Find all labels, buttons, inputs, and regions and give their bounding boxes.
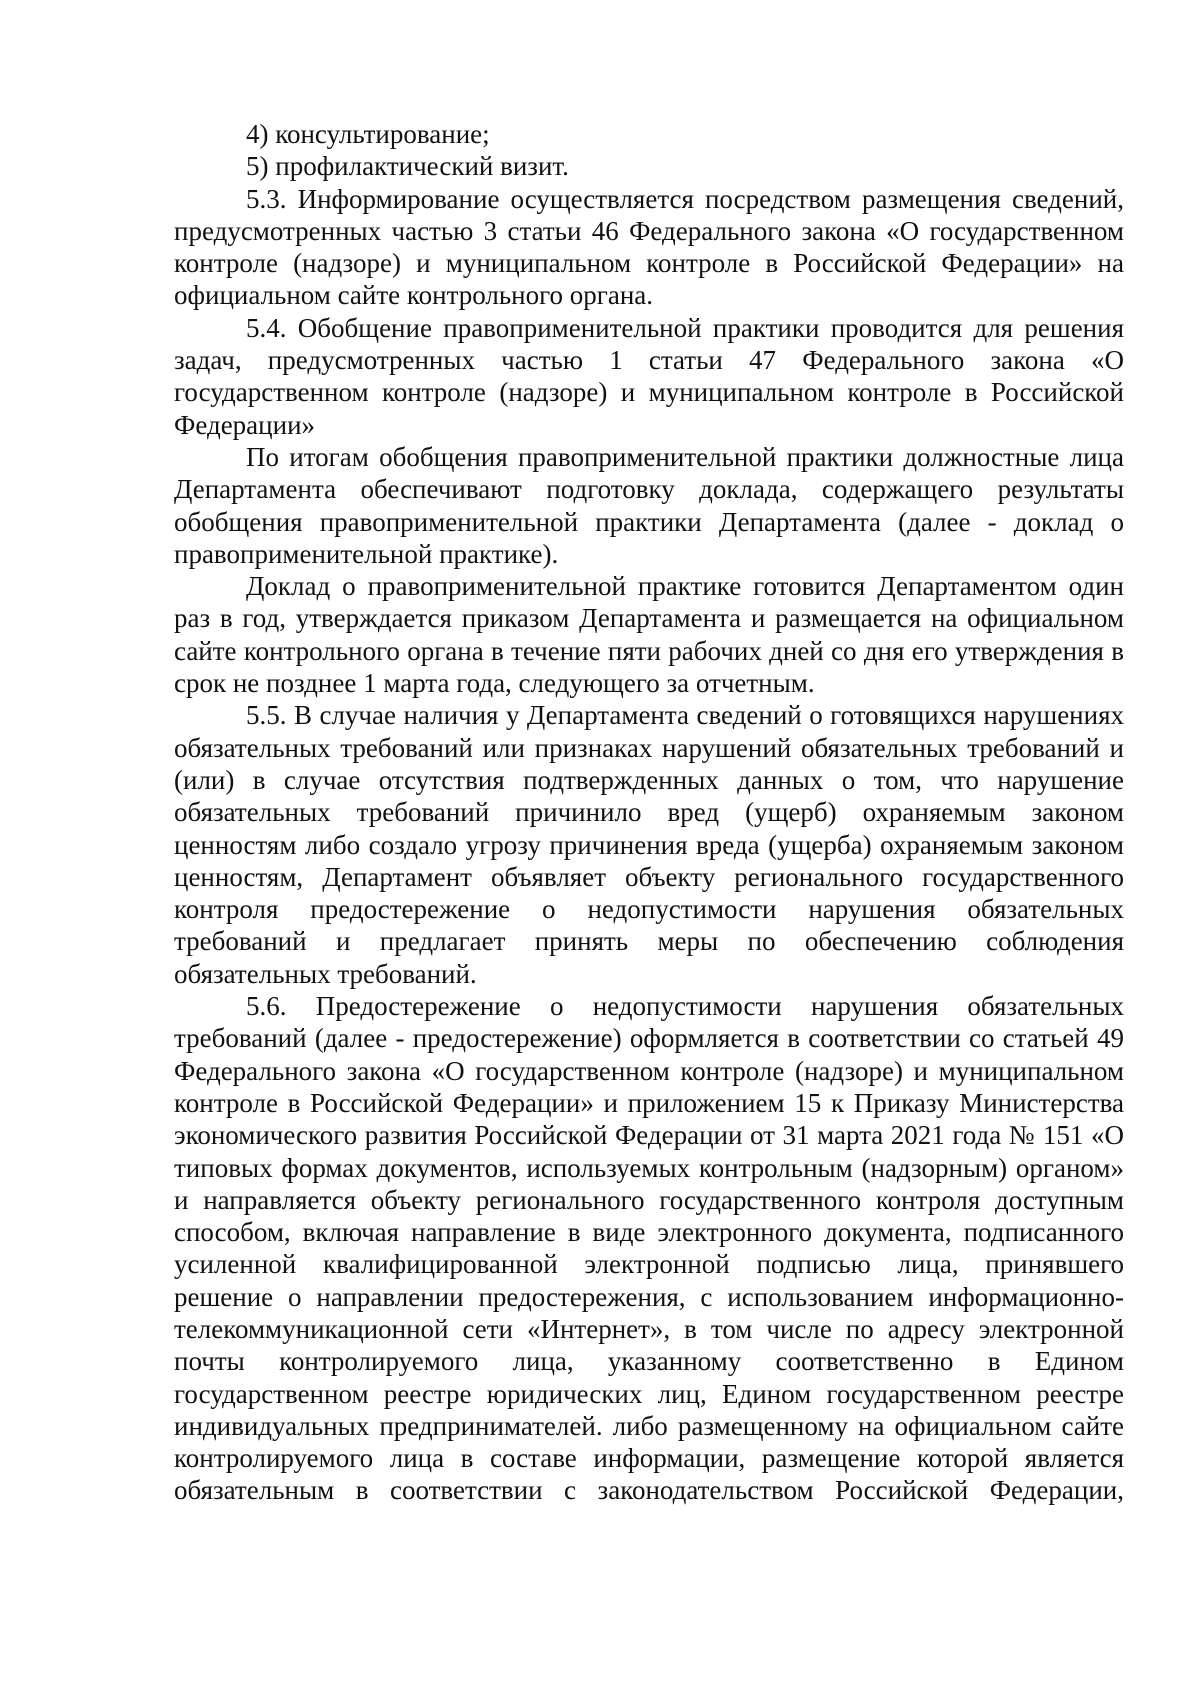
document-body (174, 118, 1124, 1507)
paragraph-5-3: 5.3. Информирование осуществляется посредством размещения сведений, предусмотренных частью 3 статьи 46 Федерального закона «О государственном контроле (надзоре) и муниципальном контроле в Российской Федерации» на официальном сайте контрольного органа. (174, 183, 1124, 311)
paragraph-practice-summary: По итогам обобщения правоприменительной практики должностные лица Департамента обеспечивают подготовку доклада, содержащего результаты обобщения правоприменительной практики Департамента (далее - доклад о правоприменительной практике). (174, 441, 1124, 569)
paragraph-5-6: 5.6. Предостережение о недопустимости нарушения обязательных требований (далее - предостережение) оформляется в соответствии со статьей 49 Федерального закона «О государственном контроле (надзоре) и муниципальном контроле в Российской Федерации» и приложением 15 к Приказу Министерства экономического развития Российской Федерации от 31 марта 2021 года № 151 «О типовых формах документов, используемых контрольным (надзорным) органом» и направляется объекту регионального государственного контроля доступным способом, включая направление в виде электронного документа, подписанного усиленной квалифицированной электронной подписью лица, принявшего решение о направлении предостережения, с использованием информационно-телекоммуникационной сети «Интернет», в том числе по адресу электронной почты контролируемого лица, указанному соответственно в Едином государственном реестре юридических лиц, Едином государственном реестре индивидуальных предпринимателей. либо размещенному на официальном сайте контролируемого лица в составе информации, размещение которой является обязательным в соответствии с законодательством Российской Федерации, (174, 991, 1124, 1506)
paragraph-5-5: 5.5. В случае наличия у Департамента сведений о готовящихся нарушениях обязательных требований или признаках нарушений обязательных требований и (или) в случае отсутствия подтвержденных данных о том, что нарушение обязательных требований причинило вред (ущерб) охраняемым законом ценностям либо создало угрозу причинения вреда (ущерба) охраняемым законом ценностям, Департамент объявляет объекту регионального государственного контроля предостережение о недопустимости нарушения обязательных требований и предлагает принять меры по обеспечению соблюдения обязательных требований. (174, 700, 1124, 989)
paragraph-5-4: 5.4. Обобщение правоприменительной практики проводится для решения задач, предусмотренных частью 1 статьи 47 Федерального закона «О государственном контроле (надзоре) и муниципальном контроле в Российской Федерации» (174, 312, 1124, 440)
list-item-consulting: 4) консультирование; (246, 119, 490, 149)
list-item-preventive-visit: 5) профилактический визит. (246, 151, 569, 182)
paragraph-practice-report: Доклад о правоприменительной практике готовится Департаментом один раз в год, утверждается приказом Департамента и размещается на официальном сайте контрольного органа в течение пяти рабочих дней со дня его утверждения в срок не позднее 1 марта года, следующего за отчетным. (174, 571, 1124, 699)
